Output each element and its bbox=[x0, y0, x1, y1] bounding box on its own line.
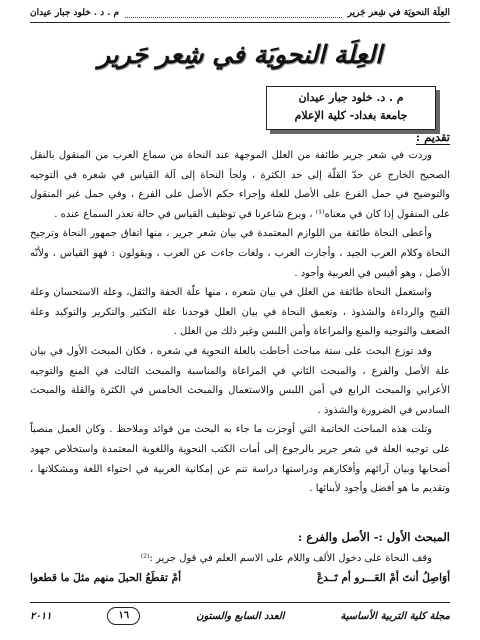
body-text bbox=[30, 146, 450, 499]
author-box bbox=[266, 86, 436, 130]
author-affiliation: جامعة بغداد- كلية الإعلام bbox=[294, 109, 408, 122]
page-title: العِلَة النحويَة في شِعر جَرير bbox=[97, 40, 383, 69]
paragraph: واستعمل النحاة طائفة من العلل في بيان شعره ، منها علّة الخفة والثقل، وعلة الاستحسان وعلة القبح والرداءة والشذوذ ، وتعمق النحاة في بيان العلل فوجدنا علة التكثير والتكرير والتوكيد وعلة الضعف والتوجيه والمنع والمراعاة وأمن اللبس وغير ذلك من العلل . bbox=[30, 287, 450, 338]
header-author: م . د . خلود جبار عيدان bbox=[30, 8, 120, 18]
footer-year: ٢٠١١ bbox=[30, 610, 52, 622]
section-body bbox=[30, 550, 450, 568]
running-header bbox=[30, 4, 450, 23]
paragraph: وتلت هذه المباحث الخاتمة التي أوجزت ما جاء به البحث من فوائد وملاحظ . وكان العمل منصباً على توجيه العلة في شعر جرير بالرجوع إلى أمات الكتب النحوية واللغوية المعتمدة واستخلاص جهود أصحابها وبيان آرائهم وأفكارهم ودراستها دراسة تنم عن إمكانية العربية في احتواء اللغة ومشكلاتها ، وتقديم ما هو أفضل وأجود لأبنائها . bbox=[30, 424, 450, 495]
section-heading: المبحث الأول :- الأصل والفرع : bbox=[298, 530, 450, 544]
verse-hemistich-right: أوَاصِلُ أنتَ أمْ العَـــرو أم تَــدعْ bbox=[316, 572, 450, 584]
footer-journal: مجلة كلية التربية الأساسية bbox=[340, 610, 450, 622]
header-journal-short: العِلَة النحويَة في شِعر جَرير bbox=[347, 8, 450, 18]
paragraph: وأعطى النحاة طائفة من اللوازم المعتمدة في بيان شعر جرير ، منها اتفاق جمهور النحاة وترجيح النحاة وكلام العرب الجيد ، وأجازت العرب ، ولغات جاءت عن العرب ، ويقولون : فهو القياس ، ولأنّه الأصل ، وهو أقيس في العربية وأجود . bbox=[30, 228, 450, 279]
intro-heading: تقديم : bbox=[415, 130, 450, 144]
paragraph: وردت في شعر جرير طائفة من العلل الموجهة عند النحاة من سماع العرب من المنقول بالنقل الصحيح الخارج عن حدّ القلّة إلى حد الكثرة ، ولجأ النحاة إلى آلة القياس في شعره في التوجيه والتوضيح في حمل الفرع على الأصل للعلة وإجراء حكم الأصل على الفرع ، وفي حمل غير المنقول على المنقول إذا كان في معناه⁽¹⁾ ، وبرع شاعرنا في توظيف القياس في حالة تعذر السماع عنده . bbox=[30, 150, 450, 220]
running-footer bbox=[30, 602, 450, 629]
header-dots bbox=[125, 9, 342, 18]
footer-issue: العدد السابع والستون bbox=[196, 610, 285, 622]
verse-hemistich-left: أمْ تقطَعُ الحبلَ منهم مثلَ ما قطعوا bbox=[30, 572, 182, 584]
page-number: ١٦ bbox=[107, 607, 140, 625]
poem-verse bbox=[30, 572, 450, 584]
paragraph: وقد توزع البحث على ستة مباحث أحاطت بالعلة النحوية في شعره ، فكان المبحث الأول في بيان علة الأصل والفرع ، والمبحث الثاني في المراعاة والمناسبة والمبحث الثالث في المنع والتوجيه الأعرابي والمبحث الرابع في أمن اللبس والاستعمال والمبحث الخامس في الكثرة والقلة والمبحث السادس في الضرورة والشذوذ . bbox=[30, 345, 450, 416]
section-paragraph: وقف النحاة على دخول الألف واللام على الاسم العلم في قول جرير :⁽²⁾ bbox=[140, 553, 432, 564]
author-name: م . د. خلود جبار عيدان bbox=[298, 91, 404, 104]
